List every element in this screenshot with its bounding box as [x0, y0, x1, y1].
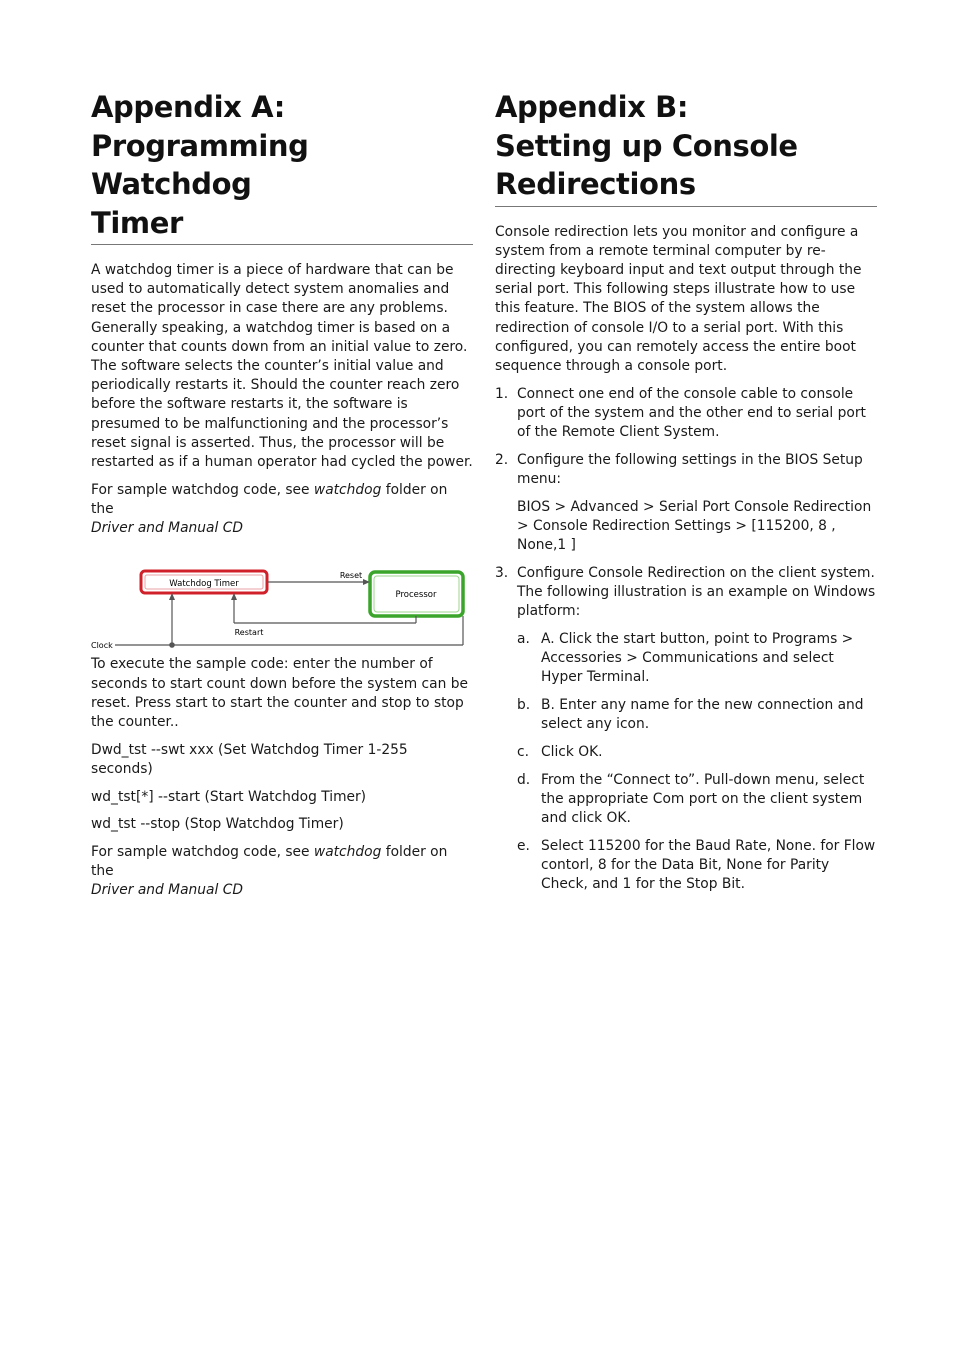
list-item — [517, 743, 877, 762]
list-item — [517, 837, 877, 895]
appendix-a-title — [91, 88, 473, 245]
note-text: For sample watchdog code, see — [91, 481, 314, 498]
note-folder: watchdog — [313, 843, 382, 860]
substep-letter: a. — [517, 630, 530, 647]
bios-path: BIOS > Advanced > Serial Port Console Redirection > Console Redirection Settings > [115200, 8 , None,1 ] — [517, 498, 872, 554]
watchdog-diagram — [91, 565, 473, 655]
setup-steps-cont — [495, 564, 877, 622]
appendix-b-column — [495, 88, 877, 903]
substep-text: From the “Connect to”. Pull-down menu, select the appropriate Com port on the client system and click OK. — [541, 771, 865, 826]
sample-code-note-2 — [91, 843, 473, 901]
list-item — [517, 696, 877, 734]
command-start: wd_tst[*] --start (Start Watchdog Timer) — [91, 788, 367, 805]
step-text: Configure Console Redirection on the client system. The following illustration is an example on Windows platform: — [517, 564, 876, 620]
substep-letter: b. — [517, 696, 531, 713]
list-item — [495, 385, 877, 443]
title-line: Timer — [91, 205, 183, 240]
setup-steps — [495, 385, 877, 490]
substep-letter: e. — [517, 837, 530, 854]
step-number: 2. — [495, 451, 509, 468]
note-text: For sample watchdog code, see — [91, 843, 314, 860]
substep-letter: c. — [517, 743, 529, 760]
watchdog-diagram-svg — [91, 565, 473, 655]
list-item — [495, 564, 877, 622]
substep-text: B. Enter any name for the new connection and select any icon. — [541, 696, 864, 733]
note-folder: watchdog — [313, 481, 382, 498]
substep-text: A. Click the start button, point to Programs > Accessories > Communications and select Hyper Terminal. — [541, 630, 854, 686]
substep-letter: d. — [517, 771, 531, 788]
appendix-a-intro: A watchdog timer is a piece of hardware that can be used to automatically detect system anomalies and reset the processor in case there are any problems. Generally speaking, a watchdog timer is based on a counter that counts down from an initial value to zero. The software selects the counter’s initial value and periodically restarts it. Should the counter reach zero before the software restarts it, the software is presumed to be malfunctioning and the processor’s reset signal is asserted. Thus, the processor will be restarted as if a human operator had cycled the power. — [91, 262, 473, 471]
clock-junction-dot — [169, 643, 175, 649]
appendix-b-title — [495, 88, 877, 207]
step-number: 1. — [495, 385, 509, 402]
appendix-b-intro: Console redirection lets you monitor and configure a system from a remote terminal computer by re-directing keyboard input and text output through the serial port. This following steps illustrate how to use this feature. The BIOS of the system allows the redirection of console I/O to a serial port. With this configured, you can remotely access the entire boot sequence through a console port. — [495, 223, 862, 374]
list-item — [517, 630, 877, 688]
restart-label: Restart — [234, 628, 264, 638]
note-text: folder on the — [91, 481, 448, 517]
note-cd: Driver and Manual CD — [91, 882, 243, 899]
title-line: Setting up Console — [495, 128, 798, 163]
appendix-a-column — [91, 88, 473, 909]
watchdog-timer-label: Watchdog Timer — [169, 579, 239, 590]
client-substeps — [495, 630, 877, 894]
command-stop: wd_tst --stop (Stop Watchdog Timer) — [91, 816, 344, 833]
title-line: Redirections — [495, 167, 696, 201]
title-line: Appendix A: — [91, 90, 285, 124]
title-line: Programming Watchdog — [91, 128, 309, 201]
note-text: folder on the — [91, 843, 448, 880]
clock-label: Clock — [91, 641, 113, 651]
execute-instructions: To execute the sample code: enter the number of seconds to start count down before the system can be reset. Press start to start the counter and stop to stop the counter.. — [91, 656, 468, 730]
sample-code-note — [91, 481, 473, 539]
reset-label: Reset — [339, 571, 363, 581]
command-set-timer: Dwd_tst --swt xxx (Set Watchdog Timer 1-255 seconds) — [91, 741, 408, 777]
list-item — [495, 451, 877, 489]
step-text: Configure the following settings in the BIOS Setup menu: — [517, 451, 863, 487]
step-text: Connect one end of the console cable to console port of the system and the other end to serial port of the Remote Client System. — [517, 385, 866, 441]
step-number: 3. — [495, 564, 509, 581]
title-line: Appendix B: — [495, 90, 689, 124]
substep-text: Click OK. — [541, 743, 603, 760]
substep-text: Select 115200 for the Baud Rate, None. for Flow contorl, 8 for the Data Bit, None for Parity Check, and 1 for the Stop Bit. — [541, 837, 876, 893]
list-item — [517, 771, 877, 829]
processor-label: Processor — [395, 590, 437, 601]
note-cd: Driver and Manual CD — [91, 520, 243, 537]
